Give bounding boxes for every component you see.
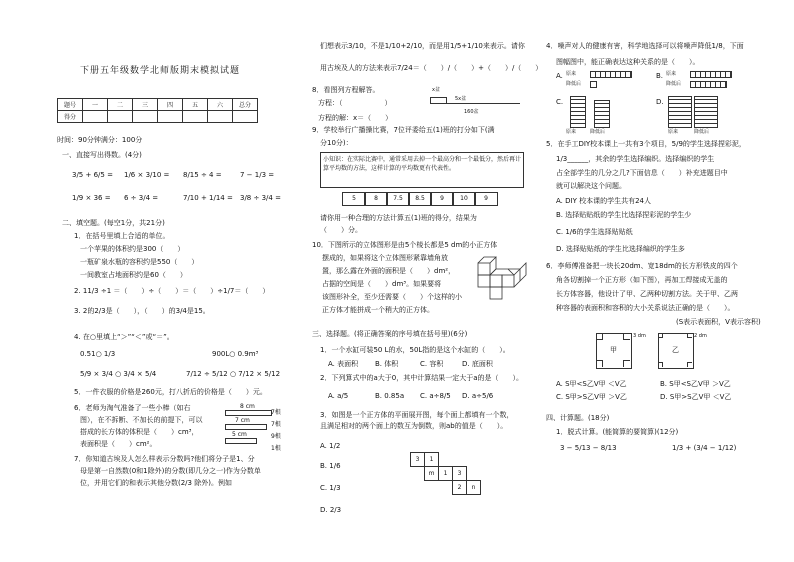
q8-solution: 方程的解：x＝（ ）	[318, 114, 393, 122]
q-fill-2: 2. 11/3 ÷1 ＝（ ）÷（ ）＝（ ）÷1/7＝（ ）	[74, 287, 270, 295]
option[interactable]: B. 选择贴贴纸的学生比选择捏彩泥的学生少	[556, 211, 692, 219]
q5-line: 1/3______，其余的学生选择编织。选择编织的学生	[556, 155, 715, 163]
section-2-heading: 二、填空题。(每空1分，共21分)	[62, 219, 165, 227]
option[interactable]: C.	[556, 98, 564, 106]
q-choice-5: 5．在手工DIY校本课上一共有3个项目，5/9的学生选择捏彩泥，	[546, 140, 746, 148]
original-label: 原来	[666, 71, 677, 77]
bar-grid	[590, 71, 632, 78]
bar-grid	[690, 71, 732, 78]
option[interactable]: A. 1/2	[320, 442, 341, 450]
score-value: 8	[364, 192, 388, 206]
compare-item: 900L○ 0.9m³	[212, 350, 259, 358]
section-1-heading: 一、直接写出得数。(4分)	[62, 151, 142, 159]
option[interactable]: A. a/5	[328, 392, 349, 400]
option[interactable]: A. DIY 校本课的学生共有24人	[556, 197, 651, 205]
option[interactable]: D. S甲>S乙V甲 ＜V乙	[660, 393, 732, 401]
q-choice-2: 2．下列算式中的a大于0，其中计算结果一定大于a的是（ ）。	[320, 374, 523, 382]
calc-item: 7/10 + 1/14 =	[183, 194, 233, 202]
original-label: 原来	[566, 71, 577, 77]
net-face: m	[424, 466, 439, 481]
option[interactable]: A. S甲<S乙V甲 ＜V乙	[556, 380, 627, 388]
q10-line: 正方体才能拼成一个稍大的正方体。	[322, 306, 434, 314]
option[interactable]: D.	[656, 98, 664, 106]
score-value: 9	[474, 192, 498, 206]
q6-line: 长方体容器，他设计了甲、乙两种切割方法。关于甲、乙两	[556, 290, 738, 298]
option[interactable]: C. a÷8/5	[420, 392, 451, 400]
original-label: 原来	[566, 129, 577, 135]
calc-problem: 3 − 5/13 − 8/13	[560, 444, 617, 452]
fig-label-jia: 甲	[610, 346, 617, 354]
stick-count: 7根	[271, 409, 281, 416]
bar-grid	[590, 81, 597, 88]
option[interactable]: C. 容积	[420, 360, 444, 368]
q-fill-1: 1．在括号里填上合适的单位。	[74, 232, 170, 240]
score-value: 10	[452, 192, 476, 206]
stick-count: 7根	[271, 421, 281, 428]
diagram-5x-label: 5x盆	[455, 96, 467, 102]
q-fill-7: 7．你知道古埃及人怎么样表示分数吗?他们将分子是1、分	[74, 455, 255, 463]
cut-corner	[623, 333, 630, 340]
score-table	[57, 98, 258, 123]
cut-corner	[596, 333, 603, 340]
diagram-total-label: 160盆	[464, 109, 479, 115]
calc-problem: 1/3 + (3/4 − 1/12)	[672, 444, 737, 452]
cut-corner	[596, 360, 603, 367]
fig-label-yi: 乙	[672, 346, 679, 354]
option[interactable]: C. 1/6的学生选择贴贴纸	[556, 228, 633, 236]
q6-line: 角各切割掉一个正方形（如下图），再加工焊接成无盖的	[556, 276, 728, 284]
reduced-label: 降低后	[666, 81, 682, 87]
score-value: 5	[342, 192, 366, 206]
q-choice-6: 6．李师傅准备把一块长20dm、宽18dm的长方形铁皮的四个	[546, 262, 738, 270]
q-fill-6d: 表面积是（ ）cm²。	[80, 440, 157, 448]
stick-length: 7 cm	[235, 417, 250, 424]
net-face: 3	[410, 452, 425, 467]
calc-item: 7 − 1/3 =	[240, 171, 275, 179]
q-fill-1b: 一瓶矿泉水瓶的容积约是550（ ）	[80, 258, 199, 266]
option[interactable]: B. S甲<S乙V甲 ＞V乙	[660, 380, 731, 388]
stick-bar	[225, 438, 257, 444]
net-face: 2	[452, 480, 467, 495]
option[interactable]: D. a÷5/6	[462, 392, 494, 400]
q-fill-7c: 位，并用它们的和表示其他分数(2/3 除外)。例如	[80, 479, 232, 487]
score-row: 得分	[58, 111, 258, 123]
q-choice-3: 3．如图是一个正方体的平面展开图，每个面上都填有一个数，且满足相对的两个面上的数互为倒数，则ab的值是（ ）。	[320, 411, 514, 430]
q9-ask: 请你用一种合理的方法计算五(1)班的得分，结果为	[320, 214, 477, 222]
diagram-brace	[430, 97, 447, 103]
option[interactable]: B. 0.85a	[375, 392, 405, 400]
section-3-heading: 三、选择题。(将正确答案的序号填在括号里)(6分)	[312, 330, 468, 338]
q-fill-6c: 搭成的长方体的体积是（ ）cm³，	[80, 428, 199, 436]
diagram-line	[430, 103, 520, 104]
net-face: 1	[438, 466, 453, 481]
compare-item: 0.51○ 1/3	[80, 350, 116, 358]
section-4-heading: 四、计算题。(18分)	[546, 414, 610, 422]
cut-corner	[658, 333, 663, 338]
q-fill-8: 8．看图列方程解答。	[312, 86, 380, 94]
score-header-row: 题号 一 二 三 四 五 六 总分	[58, 99, 258, 111]
q7-cont-2: 用古埃及人的方法来表示7/24＝（ ）/（ ）+（ ）/（ ）	[320, 64, 543, 72]
net-face: n	[466, 480, 481, 495]
column-grid	[570, 96, 586, 128]
q-fill-4: 4. 在○里填上“＞”“＜”或“＝”。	[74, 333, 174, 341]
q-fill-9: 9．学校举行广播操比赛，7位评委给五(1)班的打分如下(满	[312, 126, 495, 134]
score-cell[interactable]	[83, 111, 108, 123]
q-fill-6: 6．老师为淘气准备了一些小棒（如右	[74, 404, 191, 412]
calc-item: 6 ÷ 3/4 =	[124, 194, 159, 202]
option[interactable]: D. 选择贴贴纸的学生比选择编织的学生多	[556, 245, 685, 253]
stick-length: 8 cm	[240, 403, 255, 410]
q-fill-1a: 一个苹果的体积约是300（ ）	[80, 245, 185, 253]
q-choice-4b: 图幅图中，能正确表达这种关系的是（ ）。	[556, 58, 700, 66]
q5-line: 就可以解决这个问题。	[556, 182, 626, 190]
q10-line: 摆成的，如果将这个立体图形紧靠墙角放	[322, 254, 448, 262]
option[interactable]: C. S甲>S乙V甲 ＞V乙	[556, 393, 627, 401]
exam-title: 下册五年级数学北师版期末模拟试题	[80, 66, 241, 76]
net-face: 1	[424, 452, 439, 467]
score-value: 9	[430, 192, 454, 206]
option[interactable]: A.	[556, 72, 563, 80]
score-value: 7.5	[386, 192, 410, 206]
column-grid	[594, 100, 610, 128]
column-grid	[694, 96, 718, 128]
q10-line: 置，那么露在外面的面积是（ ）dm²，	[322, 267, 456, 275]
q5-line: 占全部学生的几分之几?下面信息（ ）补充进题目中	[556, 169, 728, 177]
score-value: 8.5	[408, 192, 432, 206]
diagram-x-label: x盆	[432, 87, 440, 93]
q-choice-4: 4．噪声对人的健康有害，科学地选择可以将噪声降低1/8，下面	[546, 42, 744, 50]
calc-item: 3/8 ÷ 3/4 =	[240, 194, 281, 202]
calc-item: 8/15 ÷ 4 =	[183, 171, 222, 179]
q-fill-1c: 一间教室占地面积约是60（ ）	[80, 271, 187, 279]
time-note: 时间：90分钟满分：100分	[57, 136, 143, 144]
score-cell[interactable]	[208, 111, 233, 123]
calc-item: 1/9 × 36 =	[72, 194, 111, 202]
option[interactable]: A. 表面积	[328, 360, 359, 368]
reduced-label: 降低后	[694, 129, 710, 135]
option[interactable]: B. 1/6	[320, 462, 341, 470]
score-cell[interactable]	[158, 111, 183, 123]
q6-line: 种容器的表面积和容积的大小关系说法正确的是（ ）。	[556, 304, 735, 312]
column-grid	[668, 96, 692, 128]
bar-grid	[690, 81, 727, 88]
q6-note: (S表示表面积，V表示容积)	[676, 318, 761, 326]
option[interactable]: D. 底面积	[462, 360, 493, 368]
q-fill-10: 10．下图所示的立体图形是由5个棱长都是5 dm的小正方体	[312, 241, 498, 249]
q-fill-7b: 母是第一自然数(0和1除外)的分数(即几分之一)作为分数单	[80, 467, 261, 475]
original-label: 原来	[668, 129, 679, 135]
option[interactable]: B.	[656, 72, 664, 80]
calc-item: 1/6 × 3/10 =	[124, 171, 170, 179]
q10-line: 该图形补全，至少还需要（ ）个这样的小	[322, 293, 462, 301]
cut-corner	[687, 362, 692, 367]
score-cell[interactable]	[108, 111, 133, 123]
cube-figure	[470, 255, 530, 305]
cut-size-label: 3 dm	[633, 333, 646, 339]
q-fill-9b: 分10分)：	[320, 139, 353, 147]
stick-length: 5 cm	[232, 431, 247, 438]
q7-cont-1: 们想表示3/10，不是1/10+2/10，而是用1/5+1/10来表示。请你	[320, 42, 525, 50]
calc-item: 3/5 + 6/5 =	[72, 171, 113, 179]
tip-box: 小知识：在实际比赛中，通常采用去掉一个最高分和一个最低分，然后再计算平均数的方法，这样计算的平均数更有代表性。	[320, 152, 524, 188]
stick-count: 9根	[271, 433, 281, 440]
q10-line: 占据的空间是（ ）dm³。如果要将	[322, 280, 442, 288]
q-fill-3: 3. 2的2/3是（ ），（ ）的3/4是15。	[74, 307, 210, 315]
q9-answer: （ ）分。	[320, 226, 362, 234]
cut-corner	[658, 362, 663, 367]
score-cell[interactable]	[133, 111, 158, 123]
net-face: 3	[452, 466, 467, 481]
compare-item: 5/9 × 3/4 ○ 3/4 × 5/4	[80, 370, 157, 378]
cut-size-label: 2 dm	[694, 333, 707, 339]
cut-corner	[623, 360, 630, 367]
option[interactable]: C. 1/3	[320, 484, 341, 492]
stick-count: 1根	[271, 445, 281, 452]
cut-corner	[687, 333, 692, 338]
score-cell[interactable]	[183, 111, 208, 123]
compare-item: 7/12 ÷ 5/12 ○ 7/12 × 5/12	[186, 370, 281, 378]
reduced-label: 降低后	[590, 129, 606, 135]
q8-equation: 方程：（ ）	[318, 99, 392, 107]
calc-instruction: 1．脱式计算。(能简算的要简算)(12分)	[556, 428, 679, 436]
q-fill-6b: 图），在不拆断、不加长的前提下，可以	[80, 416, 203, 424]
reduced-label: 降低后	[566, 81, 582, 87]
q-choice-1: 1．一个水缸可装50 L的水，50L指的是这个水缸的（ ）。	[320, 346, 510, 354]
option[interactable]: B. 体积	[375, 360, 399, 368]
q-fill-5: 5．一件衣服的价格是260元，打八折后的价格是（ ）元。	[74, 388, 267, 396]
score-cell[interactable]	[233, 111, 258, 123]
option[interactable]: D. 2/3	[320, 506, 342, 514]
